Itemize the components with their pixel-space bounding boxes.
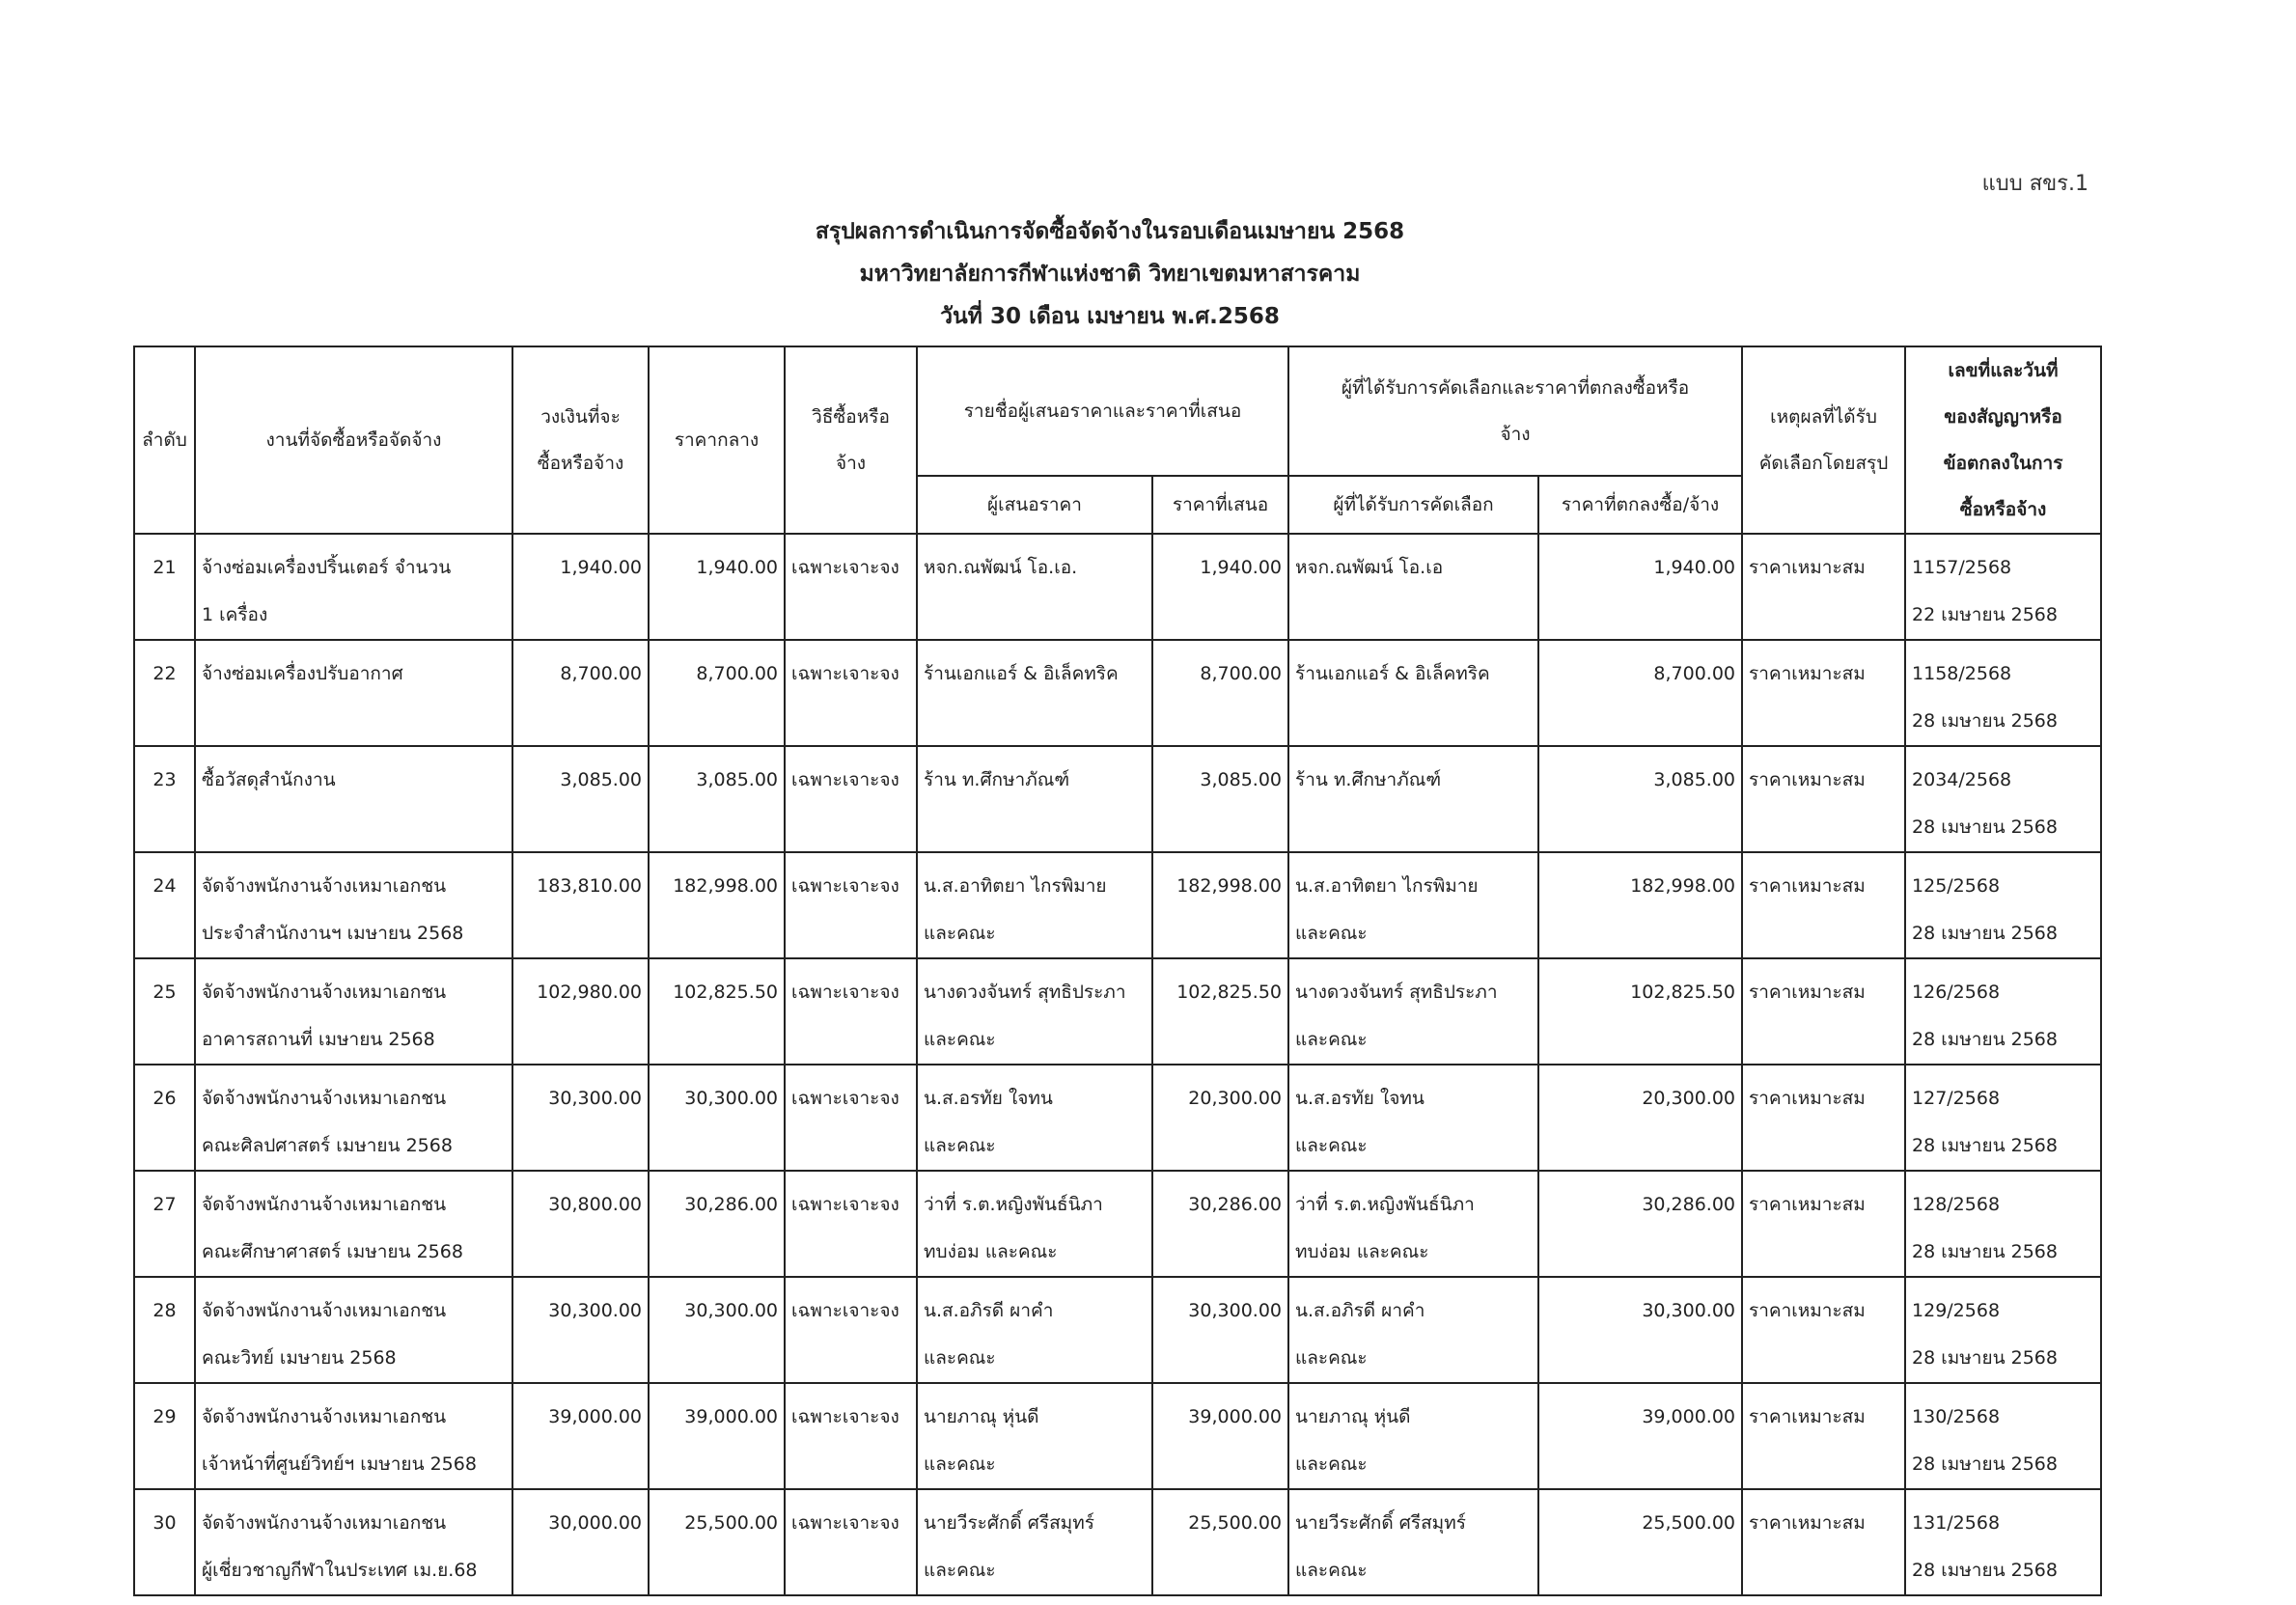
reason-cell: ราคาเหมาะสม xyxy=(1742,746,1905,852)
work-description xyxy=(195,958,512,1065)
reason-header-line-2: คัดเลือกโดยสรุป xyxy=(1758,453,1889,474)
selected-name-line-1: น.ส.อภิรดี ผาคำ xyxy=(1295,1300,1425,1321)
row-number: 29 xyxy=(134,1383,195,1489)
bidder-name-line-2: และคณะ xyxy=(924,1135,996,1156)
col-agreed-price-header: ราคาที่ตกลงซื้อ/จ้าง xyxy=(1538,476,1742,534)
row-number: 28 xyxy=(134,1277,195,1383)
col-contract-header xyxy=(1905,346,2101,534)
selected-name-line-1: ร้าน ท.ศึกษาภัณฑ์ xyxy=(1295,769,1442,790)
bidder-name xyxy=(917,958,1152,1065)
table-row xyxy=(134,852,2101,958)
col-reason-header xyxy=(1742,346,1905,534)
report-title: สรุปผลการดำเนินการจัดซื้อจัดจ้างในรอบเดือนเมษายน 2568 xyxy=(815,219,1405,244)
col-bid-price-header: ราคาที่เสนอ xyxy=(1152,476,1288,534)
contract-info xyxy=(1905,958,2101,1065)
reason-cell: ราคาเหมาะสม xyxy=(1742,640,1905,746)
reason-cell: ราคาเหมาะสม xyxy=(1742,1277,1905,1383)
work-description xyxy=(195,1383,512,1489)
median-price-cell: 25,500.00 xyxy=(649,1489,785,1595)
contract-info xyxy=(1905,1171,2101,1277)
selected-name-line-1: นางดวงจันทร์ สุทธิประภา xyxy=(1295,982,1498,1003)
median-price-cell: 3,085.00 xyxy=(649,746,785,852)
selected-name-line-1: นายภาณุ หุ่นดี xyxy=(1295,1406,1411,1427)
bidder-name-line-1: หจก.ณพัฒน์ โอ.เอ. xyxy=(924,557,1078,578)
report-date: วันที่ 30 เดือน เมษายน พ.ศ.2568 xyxy=(940,304,1280,329)
work-description-line-2: คณะวิทย์ เมษายน 2568 xyxy=(202,1347,397,1369)
form-code: แบบ สขร.1 xyxy=(1981,172,2089,196)
work-description-line-1: ซื้อวัสดุสำนักงาน xyxy=(202,769,336,790)
selected-name xyxy=(1288,1065,1538,1171)
table-row xyxy=(134,1171,2101,1277)
col-work-header: งานที่จัดซื้อหรือจัดจ้าง xyxy=(195,346,512,534)
selected-name-line-1: ว่าที่ ร.ต.หญิงพันธ์นิภา xyxy=(1295,1194,1475,1215)
contract-header-line-4: ซื้อหรือจ้าง xyxy=(1959,499,2047,520)
bidder-name-line-1: น.ส.อภิรดี ผาคำ xyxy=(924,1300,1054,1321)
table-row xyxy=(134,1277,2101,1383)
reason-cell: ราคาเหมาะสม xyxy=(1742,1489,1905,1595)
bidder-name xyxy=(917,1171,1152,1277)
work-description-line-1: จัดจ้างพนักงานจ้างเหมาเอกชน xyxy=(202,1300,447,1321)
contract-info-line-1: 126/2568 xyxy=(1912,982,2001,1003)
agreed-price-cell: 182,998.00 xyxy=(1538,852,1742,958)
median-price-cell: 102,825.50 xyxy=(649,958,785,1065)
bidder-name-line-2: และคณะ xyxy=(924,1453,996,1475)
work-description xyxy=(195,534,512,640)
bidder-name xyxy=(917,1277,1152,1383)
bidder-name xyxy=(917,640,1152,746)
selected-name-line-2: และคณะ xyxy=(1295,1453,1368,1475)
contract-info-line-2: 28 เมษายน 2568 xyxy=(1912,1347,2058,1369)
work-description xyxy=(195,746,512,852)
reason-cell: ราคาเหมาะสม xyxy=(1742,1171,1905,1277)
contract-header-line-3: ข้อตกลงในการ xyxy=(1943,453,2063,474)
row-number: 30 xyxy=(134,1489,195,1595)
work-description-line-1: จัดจ้างพนักงานจ้างเหมาเอกชน xyxy=(202,875,447,897)
median-price-cell: 1,940.00 xyxy=(649,534,785,640)
col-bidder-header: ผู้เสนอราคา xyxy=(917,476,1152,534)
median-price-cell: 30,286.00 xyxy=(649,1171,785,1277)
budget-cell: 30,300.00 xyxy=(512,1277,649,1383)
bidder-name-line-1: ร้านเอกแอร์ & อิเล็คทริค xyxy=(924,663,1119,684)
selected-name-line-2: และคณะ xyxy=(1295,1135,1368,1156)
bidder-name-line-2: และคณะ xyxy=(924,1560,996,1581)
median-price-cell: 182,998.00 xyxy=(649,852,785,958)
selected-name-line-1: นายวีระศักดิ์ ศรีสมุทร์ xyxy=(1295,1512,1466,1534)
median-price-cell: 8,700.00 xyxy=(649,640,785,746)
contract-info xyxy=(1905,1383,2101,1489)
bidder-name-line-2: และคณะ xyxy=(924,923,996,944)
agreed-price-cell: 8,700.00 xyxy=(1538,640,1742,746)
budget-cell: 30,000.00 xyxy=(512,1489,649,1595)
method-cell: เฉพาะเจาะจง xyxy=(785,640,917,746)
selected-name-line-2: และคณะ xyxy=(1295,923,1368,944)
median-price-cell: 30,300.00 xyxy=(649,1065,785,1171)
method-cell: เฉพาะเจาะจง xyxy=(785,852,917,958)
bidder-name xyxy=(917,746,1152,852)
contract-info-line-1: 1158/2568 xyxy=(1912,663,2012,684)
contract-header-line-1: เลขที่และวันที่ xyxy=(1948,360,2059,381)
selected-group-line-1: ผู้ที่ได้รับการคัดเลือกและราคาที่ตกลงซื้อหรือ xyxy=(1341,376,1690,399)
method-cell: เฉพาะเจาะจง xyxy=(785,958,917,1065)
contract-info xyxy=(1905,852,2101,958)
university-name: มหาวิทยาลัยการกีฬาแห่งชาติ วิทยาเขตมหาสารคาม xyxy=(859,262,1361,287)
bidder-name-line-1: น.ส.อรทัย ใจทน xyxy=(924,1088,1053,1109)
agreed-price-cell: 30,286.00 xyxy=(1538,1171,1742,1277)
table-body xyxy=(134,534,2101,1595)
contract-info-line-2: 28 เมษายน 2568 xyxy=(1912,1560,2058,1581)
agreed-price-cell: 20,300.00 xyxy=(1538,1065,1742,1171)
contract-info xyxy=(1905,746,2101,852)
bid-price-cell: 20,300.00 xyxy=(1152,1065,1288,1171)
selected-name-line-2: และคณะ xyxy=(1295,1560,1368,1581)
selected-name-line-2: และคณะ xyxy=(1295,1347,1368,1369)
budget-cell: 39,000.00 xyxy=(512,1383,649,1489)
table-row xyxy=(134,746,2101,852)
table-row xyxy=(134,1065,2101,1171)
table-row xyxy=(134,534,2101,640)
work-description-line-1: จัดจ้างพนักงานจ้างเหมาเอกชน xyxy=(202,1194,447,1215)
bid-price-cell: 39,000.00 xyxy=(1152,1383,1288,1489)
budget-header-line-2: ซื้อหรือจ้าง xyxy=(537,453,624,474)
reason-header-line-1: เหตุผลที่ได้รับ xyxy=(1770,406,1877,428)
contract-info-line-1: 129/2568 xyxy=(1912,1300,2001,1321)
work-description-line-1: จ้างซ่อมเครื่องปริ้นเตอร์ จำนวน xyxy=(202,557,452,578)
bidder-name-line-2: และคณะ xyxy=(924,1029,996,1050)
bid-price-cell: 8,700.00 xyxy=(1152,640,1288,746)
budget-cell: 3,085.00 xyxy=(512,746,649,852)
method-cell: เฉพาะเจาะจง xyxy=(785,1171,917,1277)
reason-cell: ราคาเหมาะสม xyxy=(1742,958,1905,1065)
bidder-name xyxy=(917,1489,1152,1595)
col-method-header xyxy=(785,346,917,534)
col-no-header: ลำดับ xyxy=(134,346,195,534)
method-header-line-1: วิธีซื้อหรือ xyxy=(812,406,890,428)
contract-info-line-2: 28 เมษายน 2568 xyxy=(1912,710,2058,732)
contract-header-line-2: ของสัญญาหรือ xyxy=(1944,406,2062,428)
row-number: 26 xyxy=(134,1065,195,1171)
selected-name-line-1: น.ส.อรทัย ใจทน xyxy=(1295,1088,1425,1109)
work-description-line-2: ผู้เชี่ยวชาญกีฬาในประเทศ เม.ย.68 xyxy=(202,1560,478,1581)
selected-name-line-2: และคณะ xyxy=(1295,1029,1368,1050)
row-number: 23 xyxy=(134,746,195,852)
bid-price-cell: 3,085.00 xyxy=(1152,746,1288,852)
method-cell: เฉพาะเจาะจง xyxy=(785,1489,917,1595)
budget-header-line-1: วงเงินที่จะ xyxy=(540,406,621,428)
bidder-name-line-1: น.ส.อาทิตยา ไกรพิมาย xyxy=(924,875,1107,897)
work-description-line-2: 1 เครื่อง xyxy=(202,604,268,625)
bidder-name xyxy=(917,852,1152,958)
selected-name xyxy=(1288,746,1538,852)
contract-info-line-2: 22 เมษายน 2568 xyxy=(1912,604,2058,625)
table-row xyxy=(134,1383,2101,1489)
selected-name xyxy=(1288,1171,1538,1277)
agreed-price-cell: 30,300.00 xyxy=(1538,1277,1742,1383)
budget-cell: 183,810.00 xyxy=(512,852,649,958)
selected-name xyxy=(1288,534,1538,640)
contract-info-line-1: 130/2568 xyxy=(1912,1406,2001,1427)
work-description xyxy=(195,1171,512,1277)
contract-info-line-1: 1157/2568 xyxy=(1912,557,2012,578)
selected-name xyxy=(1288,958,1538,1065)
contract-info-line-2: 28 เมษายน 2568 xyxy=(1912,1241,2058,1262)
budget-cell: 8,700.00 xyxy=(512,640,649,746)
table-header xyxy=(134,346,2101,534)
selected-name-line-1: หจก.ณพัฒน์ โอ.เอ xyxy=(1295,557,1444,578)
agreed-price-cell: 39,000.00 xyxy=(1538,1383,1742,1489)
contract-info-line-2: 28 เมษายน 2568 xyxy=(1912,1135,2058,1156)
budget-cell: 30,300.00 xyxy=(512,1065,649,1171)
work-description-line-2: ประจำสำนักงานฯ เมษายน 2568 xyxy=(202,923,464,944)
work-description-line-2: เจ้าหน้าที่ศูนย์วิทย์ฯ เมษายน 2568 xyxy=(202,1453,477,1475)
bid-price-cell: 30,300.00 xyxy=(1152,1277,1288,1383)
row-number: 22 xyxy=(134,640,195,746)
contract-info xyxy=(1905,640,2101,746)
agreed-price-cell: 1,940.00 xyxy=(1538,534,1742,640)
bidder-name-line-1: นายภาณุ หุ่นดี xyxy=(924,1406,1039,1427)
work-description-line-1: จัดจ้างพนักงานจ้างเหมาเอกชน xyxy=(202,1406,447,1427)
bidder-name-line-1: ว่าที่ ร.ต.หญิงพันธ์นิภา xyxy=(924,1194,1103,1215)
work-description-line-1: จัดจ้างพนักงานจ้างเหมาเอกชน xyxy=(202,1512,447,1534)
method-cell: เฉพาะเจาะจง xyxy=(785,534,917,640)
agreed-price-cell: 3,085.00 xyxy=(1538,746,1742,852)
budget-cell: 30,800.00 xyxy=(512,1171,649,1277)
contract-info xyxy=(1905,1277,2101,1383)
col-budget-header xyxy=(512,346,649,534)
contract-info-line-1: 125/2568 xyxy=(1912,875,2001,897)
bidder-name-line-2: ทบง่อม และคณะ xyxy=(924,1241,1058,1262)
work-description xyxy=(195,640,512,746)
work-description-line-1: จ้างซ่อมเครื่องปรับอากาศ xyxy=(202,663,403,684)
bidders-group-header: รายชื่อผู้เสนอราคาและราคาที่เสนอ xyxy=(917,346,1288,476)
median-price-cell: 39,000.00 xyxy=(649,1383,785,1489)
budget-cell: 102,980.00 xyxy=(512,958,649,1065)
reason-cell: ราคาเหมาะสม xyxy=(1742,1065,1905,1171)
budget-cell: 1,940.00 xyxy=(512,534,649,640)
contract-info xyxy=(1905,1065,2101,1171)
selected-name xyxy=(1288,640,1538,746)
work-description xyxy=(195,1065,512,1171)
agreed-price-cell: 25,500.00 xyxy=(1538,1489,1742,1595)
contract-info-line-1: 127/2568 xyxy=(1912,1088,2001,1109)
work-description-line-2: อาคารสถานที่ เมษายน 2568 xyxy=(202,1029,435,1050)
selected-name-line-2: ทบง่อม และคณะ xyxy=(1295,1241,1429,1262)
bidder-name-line-1: ร้าน ท.ศึกษาภัณฑ์ xyxy=(924,769,1070,790)
document-titles xyxy=(0,210,2220,338)
bid-price-cell: 30,286.00 xyxy=(1152,1171,1288,1277)
method-cell: เฉพาะเจาะจง xyxy=(785,1065,917,1171)
work-description xyxy=(195,852,512,958)
selected-name-line-1: ร้านเอกแอร์ & อิเล็คทริค xyxy=(1295,663,1490,684)
bidder-name xyxy=(917,1383,1152,1489)
row-number: 25 xyxy=(134,958,195,1065)
method-header-line-2: จ้าง xyxy=(835,453,867,474)
contract-info-line-1: 128/2568 xyxy=(1912,1194,2001,1215)
contract-info-line-2: 28 เมษายน 2568 xyxy=(1912,1029,2058,1050)
method-cell: เฉพาะเจาะจง xyxy=(785,1383,917,1489)
contract-info-line-2: 28 เมษายน 2568 xyxy=(1912,816,2058,838)
col-median-header: ราคากลาง xyxy=(649,346,785,534)
selected-name xyxy=(1288,1383,1538,1489)
contract-info-line-1: 131/2568 xyxy=(1912,1512,2001,1534)
table-row xyxy=(134,958,2101,1065)
method-cell: เฉพาะเจาะจง xyxy=(785,1277,917,1383)
selected-group-header xyxy=(1288,346,1742,476)
selected-name-line-1: น.ส.อาทิตยา ไกรพิมาย xyxy=(1295,875,1479,897)
reason-cell: ราคาเหมาะสม xyxy=(1742,1383,1905,1489)
contract-info xyxy=(1905,1489,2101,1595)
bidder-name-line-1: นางดวงจันทร์ สุทธิประภา xyxy=(924,982,1126,1003)
bid-price-cell: 182,998.00 xyxy=(1152,852,1288,958)
bidder-name xyxy=(917,534,1152,640)
row-number: 24 xyxy=(134,852,195,958)
contract-info-line-2: 28 เมษายน 2568 xyxy=(1912,923,2058,944)
median-price-cell: 30,300.00 xyxy=(649,1277,785,1383)
table-row xyxy=(134,1489,2101,1595)
row-number: 21 xyxy=(134,534,195,640)
selected-name xyxy=(1288,852,1538,958)
procurement-table xyxy=(133,346,2102,1596)
contract-info-line-2: 28 เมษายน 2568 xyxy=(1912,1453,2058,1475)
agreed-price-cell: 102,825.50 xyxy=(1538,958,1742,1065)
method-cell: เฉพาะเจาะจง xyxy=(785,746,917,852)
bid-price-cell: 25,500.00 xyxy=(1152,1489,1288,1595)
work-description xyxy=(195,1277,512,1383)
work-description-line-1: จัดจ้างพนักงานจ้างเหมาเอกชน xyxy=(202,982,447,1003)
selected-group-line-2: จ้าง xyxy=(1500,423,1531,445)
contract-info-line-1: 2034/2568 xyxy=(1912,769,2012,790)
selected-name xyxy=(1288,1277,1538,1383)
work-description-line-1: จัดจ้างพนักงานจ้างเหมาเอกชน xyxy=(202,1088,447,1109)
reason-cell: ราคาเหมาะสม xyxy=(1742,852,1905,958)
work-description-line-2: คณะศึกษาศาสตร์ เมษายน 2568 xyxy=(202,1241,463,1262)
bidder-name-line-1: นายวีระศักดิ์ ศรีสมุทร์ xyxy=(924,1512,1094,1534)
work-description-line-2: คณะศิลปศาสตร์ เมษายน 2568 xyxy=(202,1135,453,1156)
reason-cell: ราคาเหมาะสม xyxy=(1742,534,1905,640)
bid-price-cell: 102,825.50 xyxy=(1152,958,1288,1065)
contract-info xyxy=(1905,534,2101,640)
bidder-name xyxy=(917,1065,1152,1171)
col-selected-header: ผู้ที่ได้รับการคัดเลือก xyxy=(1288,476,1538,534)
row-number: 27 xyxy=(134,1171,195,1277)
bidder-name-line-2: และคณะ xyxy=(924,1347,996,1369)
selected-name xyxy=(1288,1489,1538,1595)
bid-price-cell: 1,940.00 xyxy=(1152,534,1288,640)
table-row xyxy=(134,640,2101,746)
work-description xyxy=(195,1489,512,1595)
